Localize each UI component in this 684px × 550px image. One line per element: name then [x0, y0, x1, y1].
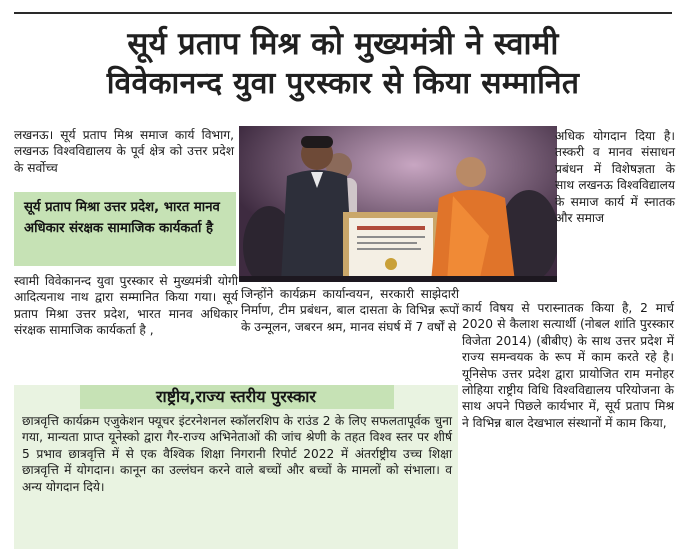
left-column-body [14, 273, 238, 339]
right-column-bottom [462, 300, 674, 431]
left-body-paragraph: स्वामी विवेकानन्द युवा पुरस्कार से मुख्यमंत्री योगी आदित्यनाथ नाथ द्वारा सम्मानित किया गया। सूर्य प्रताप मिश्रा उत्तर प्रदेश, भारत मानव अधिकार संरक्षक सामाजिक कार्यकर्ता है , [14, 274, 238, 338]
photo-illustration [239, 126, 557, 282]
middle-body-paragraph: जिन्होंने कार्यक्रम कार्यान्वयन, सरकारी साझेदारी निर्माण, टीम प्रबंधन, बाल दासता के विभिन्न रूपों के उन्मूलन, जबरन श्रम, मानव संघर्ष में 7 वर्षों से [241, 287, 459, 334]
headline-line-2: विवेकानन्द युवा पुरस्कार से किया सम्मानित [106, 66, 580, 101]
middle-column-body [241, 286, 459, 335]
right-bottom-paragraph: कार्य विषय से परास्नातक किया है, 2 मार्च 2020 से कैलाश सत्यार्थी (नोबल शांति पुरस्कार विजेता 2014) (बीबीए) के साथ उत्तर प्रदेश में राज्य समन्वयक के रूप में काम करते रहे है। यूनिसेफ उत्तर प्रदेश द्वारा प्रायोजित राम मनोहर लोहिया राष्ट्रीय विधि विश्वविद्यालय परियोजना के साथ अपने पिछले कार्यभार में, सूर्य प्रताप मिश्र ने विभिन्न बाल देखभाल संस्थानों में काम किया, [462, 301, 674, 430]
intro-paragraph: लखनऊ। सूर्य प्रताप मिश्र समाज कार्य विभाग, लखनऊ विश्वविद्यालय के पूर्व क्षेत्र को उत्तर प्रदेश के सर्वोच्च [14, 128, 234, 175]
headline [14, 24, 672, 104]
award-ceremony-photo [239, 126, 557, 282]
awards-box-body [22, 413, 452, 495]
awards-box-title: राष्ट्रीय,राज्य स्तरीय पुरस्कार [156, 387, 316, 406]
top-rule [14, 12, 672, 14]
right-column-top [555, 128, 675, 226]
left-column-intro [14, 127, 234, 176]
awards-paragraph: छात्रवृत्ति कार्यक्रम एजुकेशन फ्यूचर इंटरनेशनल स्कॉलरशिप के राउंड 2 के लिए सफलतापूर्वक चुना गया, मान्यता प्राप्त यूनेस्को द्वारा गैर-राज्य अभिनेताओं की जांच श्रेणी के तहत विश्व स्तर पर शीर्ष 5 प्रभाव छात्रवृत्ति में से एक वैश्विक शिक्षा निगरानी रिपोर्ट 2022 में अंतर्राष्ट्रीय उच्च शिक्षा छात्रवृत्ति में योगदान। कानून का उल्लंघन करने वाले बच्चों और बच्चों के मामलों को संभाला। व अन्य योगदान दिये। [22, 414, 452, 494]
right-top-paragraph: अधिक योगदान दिया है। तस्करी व मानव संसाधन प्रबंधन में विशेषज्ञता के साथ लखनऊ विश्वविद्यालय के समाज कार्य में स्नातक और समाज [555, 129, 675, 226]
pull-quote: सूर्य प्रताप मिश्रा उत्तर प्रदेश, भारत मानव अधिकार संरक्षक सामाजिक कार्यकर्ता है [24, 200, 220, 236]
headline-line-1: सूर्य प्रताप मिश्र को मुख्यमंत्री ने स्वामी [127, 26, 559, 62]
